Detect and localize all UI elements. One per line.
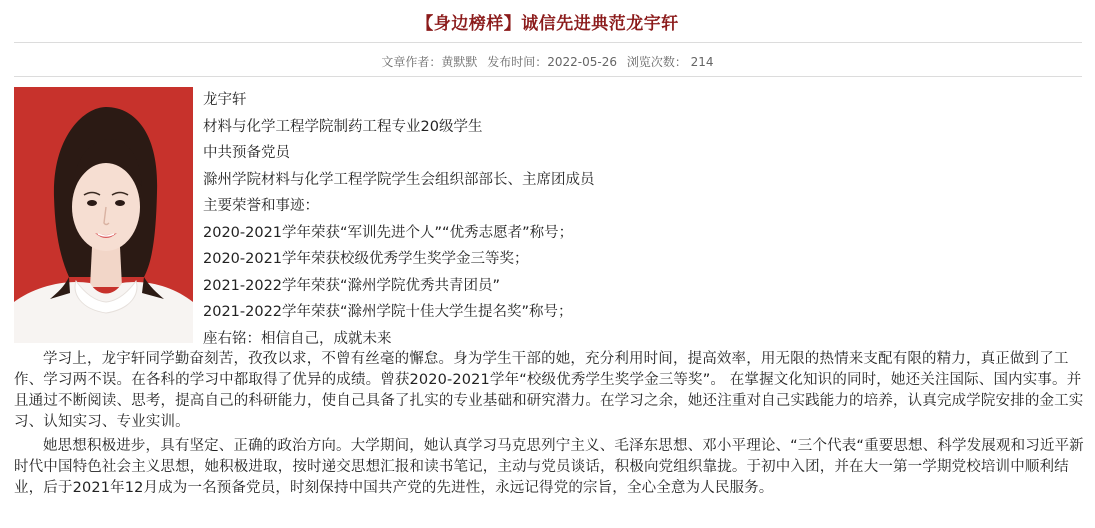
profile-honor-item: 2020-2021学年荣获“军训先进个人”“优秀志愿者”称号； [203, 224, 574, 241]
title-divider [14, 42, 1082, 43]
profile-honor-item: 2020-2021学年荣获校级优秀学生奖学金三等奖； [203, 251, 529, 267]
profile-honor-item: 2021-2022学年荣获“滁州学院十佳大学生提名奖”称号； [203, 304, 573, 320]
article-title: 【身边榜样】诚信先进典范龙宇轩 [416, 14, 679, 34]
profile-info [203, 87, 1063, 352]
publish-date: 发布时间：2022-05-26 [487, 55, 618, 69]
profile-name: 龙宇轩 [203, 92, 247, 108]
profile-party-status: 中共预备党员 [203, 145, 290, 161]
portrait-photo [14, 87, 193, 343]
profile-position: 滁州学院材料与化学工程学院学生会组织部部长、主席团成员 [203, 171, 595, 188]
author-label: 文章作者：黄默默 [381, 55, 478, 69]
article-meta [0, 53, 1095, 70]
body-paragraph-study: 学习上，龙宇轩同学勤奋刻苦，孜孜以求，不曾有丝毫的懈怠。身为学生干部的她，充分利用时间，提高效率，用无限的热情来支配有限的精力，真正做到了工作、学习两不误。在各科的学习中都取得了优异的成绩。曾获2020-2021学年“校级优秀学生奖学金三等奖”。 在掌握文化知识的同时，她还关注国际、国内实事。并且通过不断阅读、思考，提高自己的科研能力，使自己具备了扎实的专业基础和研究潜力。在学习之余，她还注重对自己实践能力的培养，认真完成学院安排的金工实习、认知实习、专业实训。 [14, 351, 1084, 430]
view-count: 浏览次数： 214 [626, 55, 714, 69]
profile-honor-item: 2021-2022学年荣获“滁州学院优秀共青团员” [203, 277, 501, 294]
profile-motto: 座右铭：相信自己，成就未来 [203, 330, 392, 347]
profile-major: 材料与化学工程学院制药工程专业20级学生 [203, 118, 483, 135]
profile-honors-heading: 主要荣誉和事迹： [203, 198, 319, 214]
portrait-photo-icon [14, 87, 193, 343]
body-paragraph-politics: 她思想积极进步，具有坚定、正确的政治方向。大学期间，她认真学习马克思列宁主义、毛泽东思想、邓小平理论、“三个代表“重要思想、科学发展观和习近平新时代中国特色社会主义思想，她积极进取，按时递交思想汇报和读书笔记，主动与党员谈话，积极向党组织靠拢。于初中入团，并在大一第一学期党校培训中顺利结业，后于2021年12月成为一名预备党员，时刻保持中国共产党的先进性，永远记得党的宗旨，全心全意为人民服务。 [14, 438, 1084, 496]
meta-divider [14, 76, 1082, 77]
